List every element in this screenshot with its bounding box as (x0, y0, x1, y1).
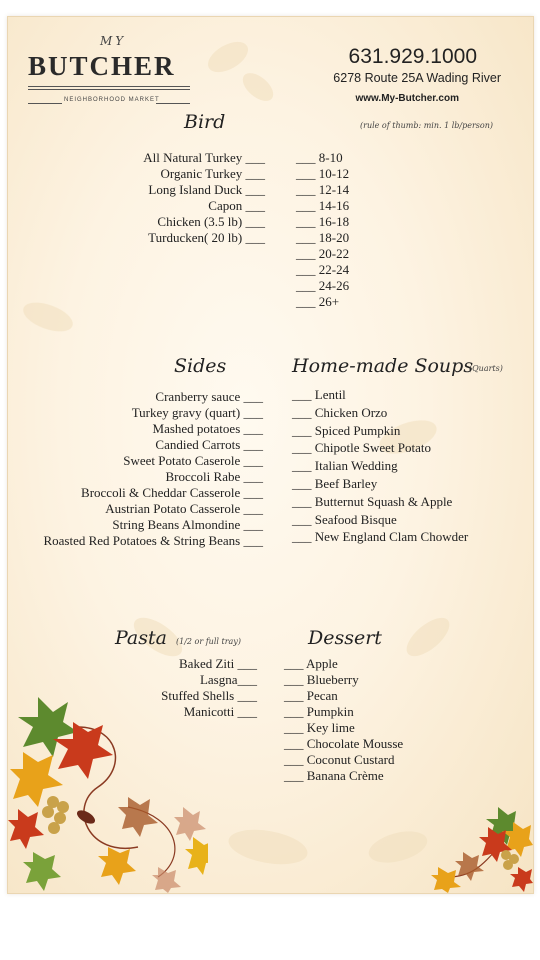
bird-item: Chicken (3.5 lb) ___ (157, 214, 265, 229)
bird-size: ___ 18-20 (296, 230, 350, 245)
soup-item: ___ Spiced Pumpkin (292, 422, 401, 438)
website-url[interactable]: www.My-Butcher.com (355, 93, 459, 104)
dessert-item: ___ Blueberry (284, 672, 359, 687)
soup-item: ___ Butternut Squash & Apple (292, 493, 453, 509)
soup-item: ___ Chicken Orzo (292, 404, 388, 420)
bird-size: ___ 14-16 (296, 198, 350, 213)
dessert-item: ___ Chocolate Mousse (284, 736, 404, 751)
dessert-item: ___ Coconut Custard (284, 752, 395, 767)
bird-size: ___ 10-12 (296, 166, 350, 181)
soup-item: ___ Chipotle Sweet Potato (292, 440, 432, 456)
pasta-heading: Pasta (115, 627, 167, 649)
bird-heading: Bird (184, 111, 226, 133)
logo-my-text: MY (100, 34, 127, 48)
soup-item: ___ Seafood Bisque (292, 511, 397, 527)
autumn-leaves-icon (8, 687, 208, 893)
autumn-leaves-icon (428, 797, 533, 893)
pasta-note: (1/2 or full tray) (176, 637, 241, 646)
side-item: Turkey gravy (quart) ___ (131, 405, 263, 420)
dessert-item: ___ Banana Crème (284, 768, 384, 783)
dessert-items-list (284, 656, 403, 784)
pasta-item: Baked Ziti ___ (179, 656, 257, 671)
bird-item: Turducken( 20 lb) ___ (148, 230, 265, 245)
logo-rule-top (28, 86, 190, 87)
bird-items-list (143, 150, 265, 246)
bird-size: ___ 16-18 (296, 214, 350, 229)
side-item: Candied Carrots ___ (155, 437, 263, 452)
dessert-item: ___ Pumpkin (284, 704, 354, 719)
phone-number: 631.929.1000 (348, 45, 477, 68)
side-item: Broccoli Rabe ___ (165, 469, 263, 484)
side-item: String Beans Almondine ___ (112, 517, 263, 532)
bird-size: ___ 12-14 (296, 182, 350, 197)
bird-size: ___ 22-24 (296, 262, 350, 277)
bird-item: Long Island Duck ___ (148, 182, 265, 197)
logo-butcher-text: BUTCHER (28, 51, 176, 81)
logo-tagline: NEIGHBORHOOD MARKET (64, 97, 160, 103)
bird-item: Capon ___ (208, 198, 265, 213)
soup-item: ___ Lentil (292, 387, 346, 402)
soups-heading: Home-made Soups (292, 355, 474, 377)
bird-item: All Natural Turkey ___ (143, 150, 265, 165)
pasta-item: Stuffed Shells ___ (161, 688, 257, 703)
logo-rule-left (28, 103, 62, 104)
dessert-item: ___ Apple (284, 656, 338, 671)
soups-items-list (292, 386, 468, 546)
side-item: Mashed potatoes ___ (152, 421, 263, 436)
dessert-item: ___ Key lime (284, 720, 355, 735)
logo-rule-right (156, 103, 190, 104)
bird-note: (rule of thumb: min. 1 lb/person) (360, 121, 493, 130)
side-item: Roasted Red Potatoes & String Beans ___ (43, 533, 263, 548)
side-item: Sweet Potato Caserole ___ (123, 453, 263, 468)
bird-item: Organic Turkey ___ (160, 166, 265, 181)
side-item: Cranberry sauce ___ (155, 389, 263, 404)
side-item: Broccoli & Cheddar Casserole ___ (81, 485, 263, 500)
pasta-item: Manicotti ___ (183, 704, 257, 719)
side-item: Austrian Potato Casserole ___ (105, 501, 263, 516)
bird-sizes-list (296, 150, 349, 310)
bird-size: ___ 26+ (296, 294, 340, 309)
soup-item: ___ Italian Wedding (292, 458, 398, 474)
bird-size: ___ 20-22 (296, 246, 350, 261)
pasta-item: Lasgna___ (199, 672, 257, 687)
soup-item: ___ New England Clam Chowder (292, 529, 469, 545)
dessert-item: ___ Pecan (284, 688, 338, 703)
soup-item: ___ Beef Barley (292, 475, 378, 491)
soups-note: (Quarts) (469, 364, 503, 373)
bird-size: ___ 24-26 (296, 278, 350, 293)
sides-items-list (43, 389, 263, 549)
menu-card (7, 16, 534, 894)
bird-size: ___ 8-10 (296, 150, 343, 165)
street-address: 6278 Route 25A Wading River (333, 71, 501, 85)
dessert-heading: Dessert (308, 627, 382, 649)
sides-heading: Sides (174, 355, 227, 377)
logo-rule-middle (28, 89, 190, 90)
